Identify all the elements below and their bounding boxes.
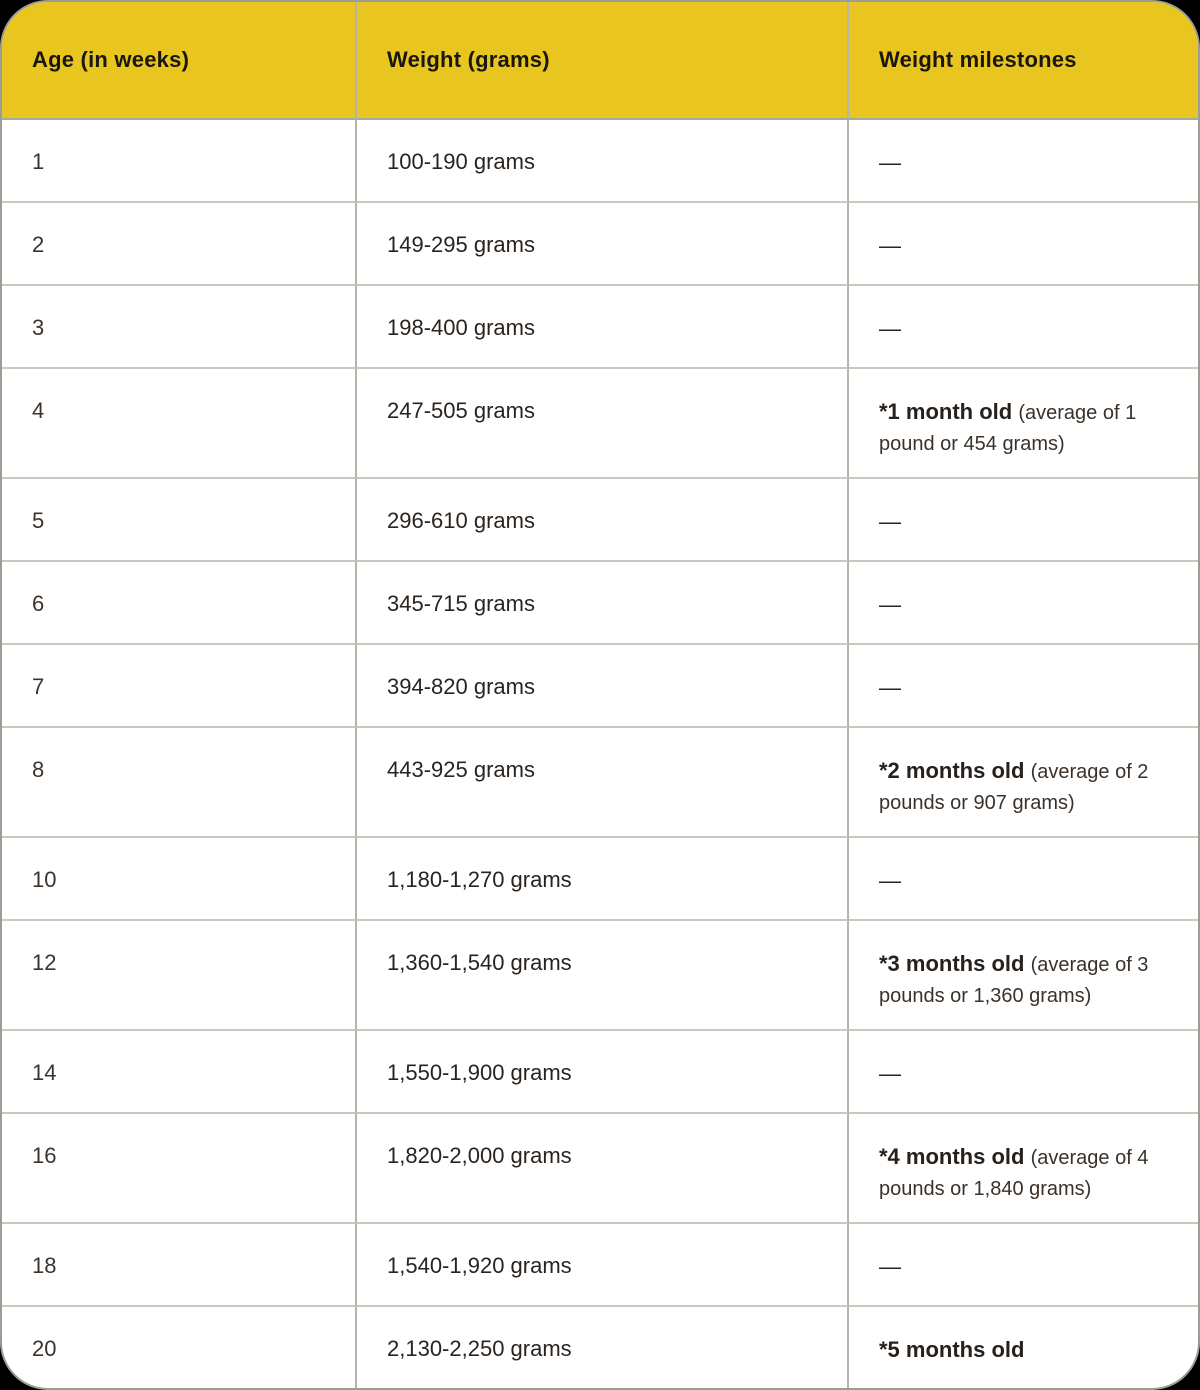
table-body <box>2 120 1200 1390</box>
age-cell: 6 <box>2 562 357 645</box>
table-row <box>2 921 1200 1031</box>
table-row <box>2 1031 1200 1114</box>
table-header-row <box>2 2 1200 120</box>
milestone-bold: *3 months old <box>879 951 1025 976</box>
column-header-milestones: Weight milestones <box>849 2 1200 120</box>
milestone-dash: — <box>879 1061 901 1086</box>
milestone-note: (average of 3 pounds or 1,360 grams) <box>879 954 1149 1007</box>
table-row <box>2 286 1200 369</box>
weight-cell: 394-820 grams <box>357 645 849 728</box>
table-row <box>2 1307 1200 1390</box>
milestone-dash: — <box>879 592 901 617</box>
weight-cell: 345-715 grams <box>357 562 849 645</box>
weight-cell: 2,130-2,250 grams <box>357 1307 849 1390</box>
age-cell: 12 <box>2 921 357 1031</box>
age-cell: 2 <box>2 203 357 286</box>
table-row <box>2 369 1200 479</box>
age-cell: 3 <box>2 286 357 369</box>
milestone-dash: — <box>879 233 901 258</box>
milestone-cell <box>849 1031 1200 1114</box>
age-cell: 20 <box>2 1307 357 1390</box>
milestone-cell <box>849 1307 1200 1390</box>
weight-cell: 1,180-1,270 grams <box>357 838 849 921</box>
milestone-dash: — <box>879 150 901 175</box>
milestone-cell <box>849 562 1200 645</box>
milestone-note: (average of 4 pounds or 1,840 grams) <box>879 1147 1149 1200</box>
milestone-dash: — <box>879 1254 901 1279</box>
milestone-cell <box>849 838 1200 921</box>
milestone-cell <box>849 921 1200 1031</box>
column-header-age: Age (in weeks) <box>2 2 357 120</box>
age-cell: 7 <box>2 645 357 728</box>
table-row <box>2 479 1200 562</box>
table-row <box>2 203 1200 286</box>
milestone-bold: *4 months old <box>879 1144 1025 1169</box>
milestone-bold: *2 months old <box>879 758 1025 783</box>
age-cell: 5 <box>2 479 357 562</box>
milestone-bold: *5 months old <box>879 1337 1025 1362</box>
table-row <box>2 838 1200 921</box>
table-row <box>2 645 1200 728</box>
age-cell: 8 <box>2 728 357 838</box>
milestone-dash: — <box>879 675 901 700</box>
table-row <box>2 562 1200 645</box>
milestone-cell <box>849 286 1200 369</box>
age-cell: 4 <box>2 369 357 479</box>
milestone-cell <box>849 120 1200 203</box>
weight-cell: 296-610 grams <box>357 479 849 562</box>
milestone-cell <box>849 728 1200 838</box>
age-cell: 10 <box>2 838 357 921</box>
weight-cell: 149-295 grams <box>357 203 849 286</box>
weight-cell: 198-400 grams <box>357 286 849 369</box>
age-cell: 1 <box>2 120 357 203</box>
milestone-cell <box>849 479 1200 562</box>
weight-cell: 1,820-2,000 grams <box>357 1114 849 1224</box>
milestone-dash: — <box>879 509 901 534</box>
table-row <box>2 1224 1200 1307</box>
milestone-cell <box>849 369 1200 479</box>
milestone-dash: — <box>879 868 901 893</box>
weight-cell: 247-505 grams <box>357 369 849 479</box>
table-row <box>2 120 1200 203</box>
age-cell: 14 <box>2 1031 357 1114</box>
age-cell: 18 <box>2 1224 357 1307</box>
kitten-weight-table <box>2 2 1200 1390</box>
weight-cell: 1,540-1,920 grams <box>357 1224 849 1307</box>
milestone-cell <box>849 203 1200 286</box>
milestone-dash: — <box>879 316 901 341</box>
milestone-note: (average of 1 pound or 454 grams) <box>879 402 1137 455</box>
milestone-cell <box>849 645 1200 728</box>
milestone-cell <box>849 1114 1200 1224</box>
table-row <box>2 1114 1200 1224</box>
milestone-bold: *1 month old <box>879 399 1013 424</box>
table-row <box>2 728 1200 838</box>
milestone-cell <box>849 1224 1200 1307</box>
column-header-weight: Weight (grams) <box>357 2 849 120</box>
weight-cell: 1,360-1,540 grams <box>357 921 849 1031</box>
milestone-note: (average of 2 pounds or 907 grams) <box>879 761 1149 814</box>
weight-cell: 100-190 grams <box>357 120 849 203</box>
weight-cell: 1,550-1,900 grams <box>357 1031 849 1114</box>
age-cell: 16 <box>2 1114 357 1224</box>
weight-cell: 443-925 grams <box>357 728 849 838</box>
